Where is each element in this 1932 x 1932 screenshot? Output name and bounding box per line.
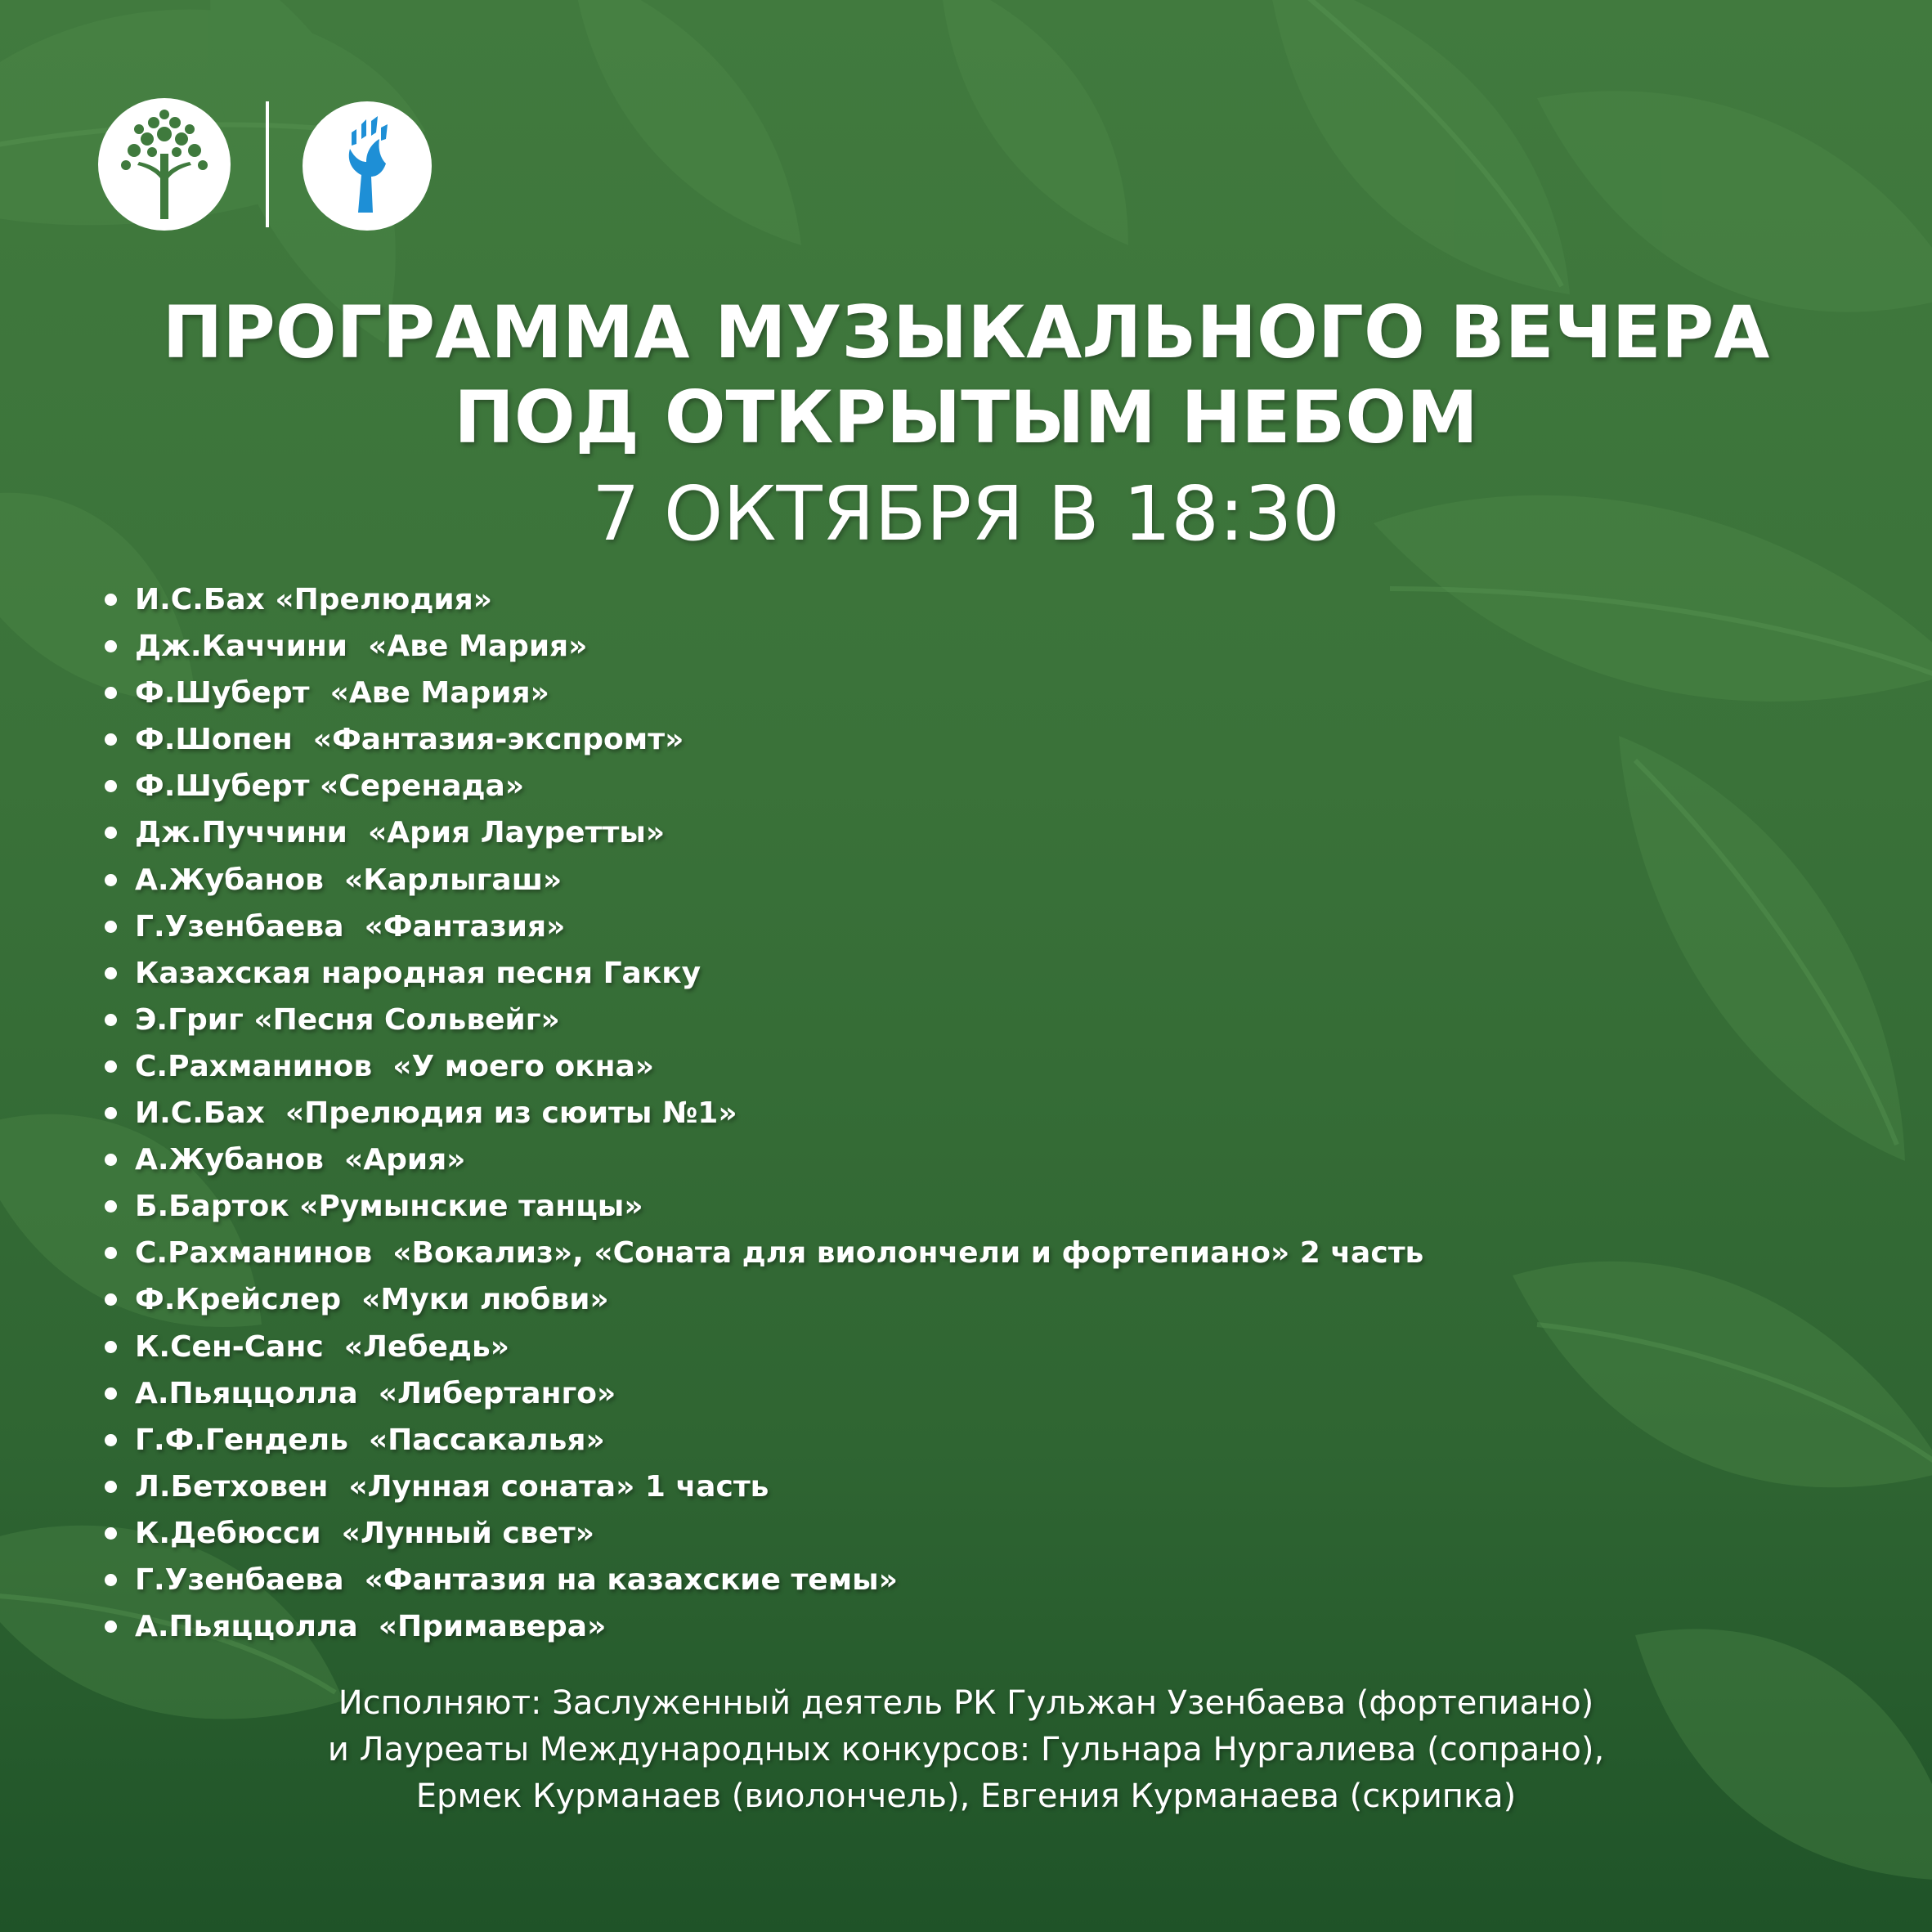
bullet-icon — [105, 1060, 117, 1073]
tree-logo-icon — [96, 96, 232, 232]
program-item — [105, 623, 1658, 670]
program-item — [105, 809, 1658, 856]
program-item-text: А.Жубанов «Ария» — [135, 1143, 466, 1177]
program-item — [105, 1417, 1658, 1464]
program-item — [105, 997, 1658, 1043]
bullet-icon — [105, 1014, 117, 1026]
bullet-icon — [105, 1341, 117, 1353]
program-item-text: Г.Узенбаева «Фантазия» — [135, 909, 566, 944]
program-item — [105, 1183, 1658, 1230]
program-item — [105, 763, 1658, 809]
bullet-icon — [105, 1293, 117, 1306]
bullet-icon — [105, 1481, 117, 1493]
bullet-icon — [105, 1200, 117, 1213]
program-item — [105, 1276, 1658, 1323]
bullet-icon — [105, 967, 117, 979]
program-item-text: И.С.Бах «Прелюдия» — [135, 583, 492, 616]
program-item — [105, 716, 1658, 763]
bullet-icon — [105, 594, 117, 606]
program-item — [105, 1370, 1658, 1417]
program-item-text: К.Дебюсси «Лунный свет» — [135, 1516, 595, 1550]
bullet-icon — [105, 1387, 117, 1400]
program-item — [105, 1557, 1658, 1603]
program-item — [105, 1464, 1658, 1510]
program-item — [105, 1043, 1658, 1090]
bullet-icon — [105, 1434, 117, 1446]
bullet-icon — [105, 1527, 117, 1540]
program-item-text: А.Пьяццолла «Примавера» — [135, 1610, 607, 1644]
program-item — [105, 1510, 1658, 1557]
program-item-text: Дж.Каччини «Аве Мария» — [135, 630, 588, 664]
program-item — [105, 1090, 1658, 1136]
event-date: 7 ОКТЯБРЯ В 18:30 — [592, 470, 1340, 558]
bullet-icon — [105, 780, 117, 792]
program-item-text: С.Рахманинов «Вокализ», «Соната для виолончели и фортепиано» 2 часть — [135, 1236, 1424, 1271]
fountain-logo-icon — [301, 100, 433, 232]
bullet-icon — [105, 1574, 117, 1586]
program-item-text: Б.Барток «Румынские танцы» — [135, 1190, 643, 1224]
program-item — [105, 1603, 1658, 1650]
program-item-text: А.Жубанов «Карлыгаш» — [135, 863, 563, 897]
program-item-text: Ф.Шуберт «Серенада» — [135, 769, 525, 804]
logo-group — [96, 96, 440, 235]
title-line-2: ПОД ОТКРЫТЫМ НЕБОМ — [454, 375, 1478, 459]
program-item-text: К.Сен-Санс «Лебедь» — [135, 1329, 509, 1364]
program-item-text: Л.Бетховен «Лунная соната» 1 часть — [135, 1469, 769, 1504]
bullet-icon — [105, 1107, 117, 1119]
program-item-text: Казахская народная песня Гакку — [135, 956, 702, 990]
program-list — [105, 576, 1658, 1650]
program-item — [105, 576, 1658, 623]
program-item-text: Ф.Крейслер «Муки любви» — [135, 1283, 609, 1317]
bullet-icon — [105, 921, 117, 933]
program-item — [105, 950, 1658, 997]
program-item-text: Г.Ф.Гендель «Пассакалья» — [135, 1423, 605, 1457]
bullet-icon — [105, 733, 117, 746]
bullet-icon — [105, 827, 117, 839]
program-item — [105, 670, 1658, 716]
program-item — [105, 903, 1658, 950]
performers-line-1: Исполняют: Заслуженный деятель РК Гульжан Узенбаева (фортепиано) — [338, 1684, 1594, 1722]
program-item — [105, 857, 1658, 903]
program-item-text: И.С.Бах «Прелюдия из сюиты №1» — [135, 1096, 737, 1131]
performers-line-3: Ермек Курманаев (виолончель), Евгения Курманаева (скрипка) — [415, 1777, 1517, 1815]
performers-block — [0, 1680, 1932, 1820]
performers-line-2: и Лауреаты Международных конкурсов: Гульнара Нургалиева (сопрано), — [327, 1731, 1605, 1768]
program-item-text: Ф.Шуберт «Аве Мария» — [135, 676, 549, 710]
program-item-text: Ф.Шопен «Фантазия-экспромт» — [135, 723, 684, 757]
program-item-text: Э.Григ «Песня Сольвейг» — [135, 1002, 560, 1037]
program-item — [105, 1324, 1658, 1370]
program-item-text: С.Рахманинов «У моего окна» — [135, 1049, 655, 1083]
title-line-1: ПРОГРАММА МУЗЫКАЛЬНОГО ВЕЧЕРА — [162, 290, 1770, 374]
program-item-text: Дж.Пуччини «Ария Лауретты» — [135, 816, 666, 850]
bullet-icon — [105, 1247, 117, 1259]
program-item — [105, 1136, 1658, 1183]
bullet-icon — [105, 874, 117, 886]
bullet-icon — [105, 1620, 117, 1633]
program-item — [105, 1230, 1658, 1276]
title-block — [0, 290, 1932, 563]
bullet-icon — [105, 640, 117, 652]
program-item-text: Г.Узенбаева «Фантазия на казахские темы» — [135, 1562, 898, 1597]
bullet-icon — [105, 687, 117, 699]
logo-divider — [266, 101, 269, 227]
program-item-text: А.Пьяццолла «Либертанго» — [135, 1376, 616, 1410]
bullet-icon — [105, 1154, 117, 1166]
